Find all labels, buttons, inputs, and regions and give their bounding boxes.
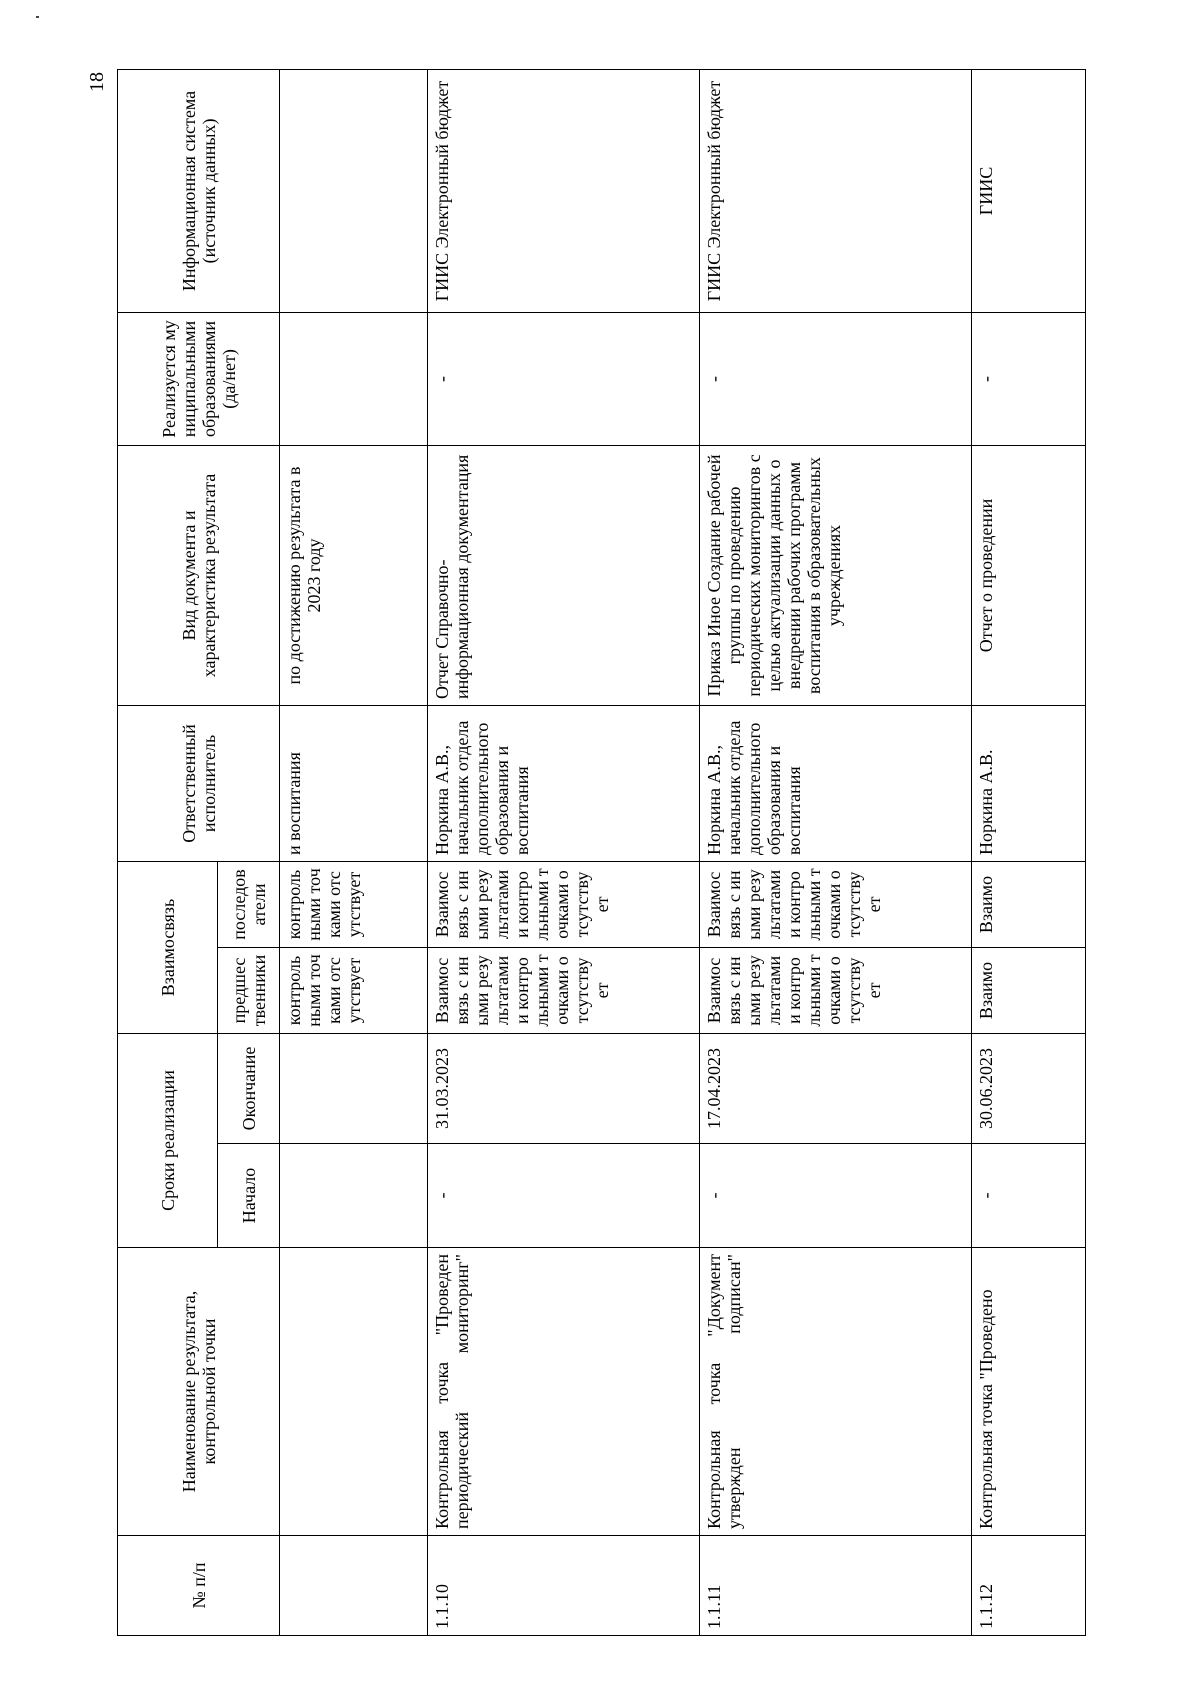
header-succ: последователи [218, 861, 280, 947]
cell-system [280, 69, 428, 312]
cell-name: Контрольная точка "Документ утвержден подписан" [700, 1248, 972, 1536]
scan-speck [36, 16, 39, 18]
cell-doc: Отчет о проведении [972, 445, 1086, 705]
cell-succ: Взаимо [972, 861, 1086, 947]
header-end: Окончание [218, 1033, 280, 1143]
header-resp: Ответственный исполнитель [118, 705, 280, 861]
cell-pred: контрольными точками отсутствует [280, 947, 428, 1033]
cell-end: 30.06.2023 [972, 1033, 1086, 1143]
cell-num: 1.1.10 [428, 1536, 700, 1636]
cell-municipal: - [428, 312, 700, 445]
cell-succ: контрольными точками отсутствует [280, 861, 428, 947]
cell-municipal [280, 312, 428, 445]
cell-pred: Взаимо [972, 947, 1086, 1033]
cell-num: 1.1.11 [700, 1536, 972, 1636]
cell-doc: по достижению результата в 2023 году [280, 445, 428, 705]
cell-start: - [428, 1144, 700, 1248]
cell-num [280, 1536, 428, 1636]
cell-system: ГИИС Электронный бюджет [428, 69, 700, 312]
header-link: Взаимосвязь [118, 861, 218, 1033]
cell-resp: и воспитания [280, 705, 428, 861]
results-table [117, 69, 1086, 1636]
page-number: 18 [86, 72, 108, 92]
table-row [280, 69, 428, 1635]
header-doc: Вид документа и характеристика результата [118, 445, 280, 705]
cell-end [280, 1033, 428, 1143]
cell-num: 1.1.12 [972, 1536, 1086, 1636]
cell-succ: Взаимосвязь с иными результатами и контрольными точками отсутствует [700, 861, 972, 947]
cell-name: Контрольная точка "Проведено [972, 1248, 1086, 1536]
cell-end: 17.04.2023 [700, 1033, 972, 1143]
cell-name [280, 1248, 428, 1536]
cell-doc: Приказ Иное Создание рабочей группы по проведению периодических мониторингов с целью актуализации данных о внедрении рабочих программ воспитания в образовательных учреждениях [700, 445, 972, 705]
header-name: Наименование результата, контрольной точки [118, 1248, 280, 1536]
header-row [118, 69, 218, 1635]
cell-start [280, 1144, 428, 1248]
cell-municipal: - [700, 312, 972, 445]
header-system: Информационная система (источник данных) [118, 69, 280, 312]
table-row [428, 69, 700, 1635]
cell-resp: Норкина А.В., начальник отдела дополнительного образования и воспитания [428, 705, 700, 861]
header-pred: предшественники [218, 947, 280, 1033]
cell-pred: Взаимосвязь с иными результатами и контрольными точками отсутствует [700, 947, 972, 1033]
cell-resp: Норкина А.В. [972, 705, 1086, 861]
cell-pred: Взаимосвязь с иными результатами и контрольными точками отсутствует [428, 947, 700, 1033]
cell-start: - [700, 1144, 972, 1248]
header-start: Начало [218, 1144, 280, 1248]
cell-system: ГИИС [972, 69, 1086, 312]
cell-municipal: - [972, 312, 1086, 445]
cell-end: 31.03.2023 [428, 1033, 700, 1143]
cell-resp: Норкина А.В., начальник отдела дополнительного образования и воспитания [700, 705, 972, 861]
header-num: № п/п [118, 1536, 280, 1636]
cell-name: Контрольная точка "Проведен периодический мониторинг" [428, 1248, 700, 1536]
rotated-table-container [117, 70, 1085, 1636]
cell-system: ГИИС Электронный бюджет [700, 69, 972, 312]
cell-start: - [972, 1144, 1086, 1248]
header-municipal: Реализуется муниципальными образованиями (да/нет) [118, 312, 280, 445]
table-row [700, 69, 972, 1635]
header-terms: Сроки реализации [118, 1033, 218, 1247]
cell-succ: Взаимосвязь с иными результатами и контрольными точками отсутствует [428, 861, 700, 947]
cell-doc: Отчет Справочно-информационная документация [428, 445, 700, 705]
table-row [972, 69, 1086, 1635]
